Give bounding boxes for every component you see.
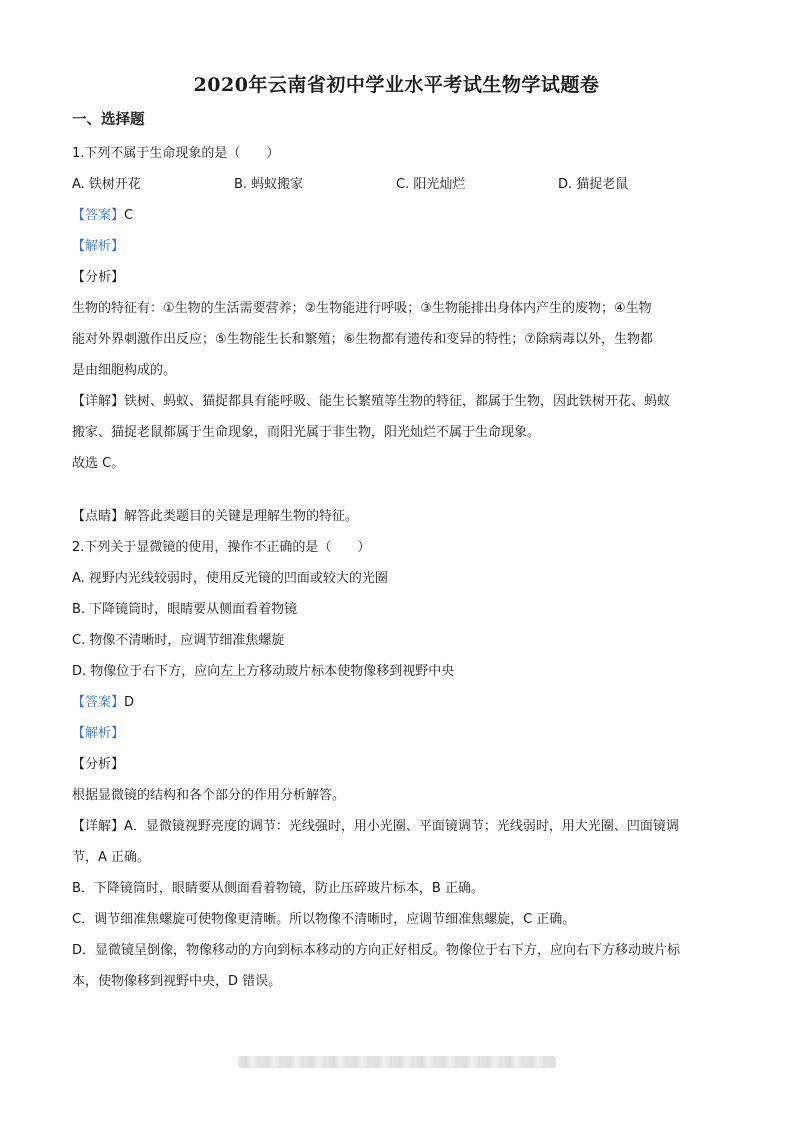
q1-detail-line-1: 【详解】铁树、蚂蚁、猫捉都具有能呼吸、能生长繁殖等生物的特征，都属于生物，因此铁树开花、蚂蚁: [72, 394, 671, 409]
q1-option-b: B. 蚂蚁搬家: [234, 177, 304, 192]
q1-fenxi-label: 【分析】: [72, 270, 125, 285]
q1-analysis-line-2: 能对外界刺激作出反应；⑤生物能生长和繁殖；⑥生物都有遗传和变异的特性；⑦除病毒以外，生物都: [72, 332, 653, 347]
q1-option-a: A. 铁树开花: [72, 177, 141, 192]
q1-analysis-line-3: 是由细胞构成的。: [72, 363, 177, 378]
q2-detail-b: B．下降镜筒时，眼睛要从侧面看着物镜，防止压碎玻片标本，B 正确。: [72, 881, 484, 896]
q1-answer: [72, 200, 722, 231]
blank-gap: [72, 479, 722, 501]
q2-option-b: B. 下降镜筒时，眼睛要从侧面看着物镜: [72, 602, 298, 617]
q1-option-c: C. 阳光灿烂: [396, 177, 466, 192]
q1-detail-line-2: 搬家、猫捉老鼠都属于生命现象，而阳光属于非生物，阳光灿烂不属于生命现象。: [72, 425, 541, 440]
q2-detail-a-line-1: 【详解】A．显微镜视野亮度的调节：光线强时，用小光圈、平面镜调节；光线弱时，用大光圈、凹面镜调: [72, 819, 679, 834]
q1-analysis-line-1: 生物的特征有：①生物的生活需要营养；②生物能进行呼吸；③生物能排出身体内产生的废物；④生物: [72, 301, 652, 316]
q2-stem: 2.下列关于显微镜的使用，操作不正确的是（ ）: [72, 540, 371, 555]
q1-jiexi-label: 【解析】: [72, 239, 125, 254]
q2-fenxi-label: 【分析】: [72, 757, 125, 772]
q2-answer-value: D: [124, 695, 135, 710]
q2-answer: [72, 687, 722, 718]
q1-tip: 【点睛】解答此类题目的关键是理解生物的特征。: [72, 509, 359, 524]
document-title: 2020年云南省初中学业水平考试生物学试题卷: [193, 74, 600, 96]
q2-option-a: A. 视野内光线较弱时，使用反光镜的凹面或较大的光圈: [72, 571, 388, 586]
blurred-footer-watermark: [238, 1056, 556, 1068]
section-heading: 一、选择题: [72, 112, 145, 128]
q2-detail-d-line-1: D．显微镜呈倒像，物像移动的方向到标本移动的方向正好相反。物像位于右下方，应向右下方移动玻片标: [72, 943, 681, 958]
q1-stem: 1.下列不属于生命现象的是（ ）: [72, 146, 280, 161]
q2-answer-label: 【答案】: [72, 695, 125, 710]
q2-detail-d-line-2: 本，使物像移到视野中央，D 错误。: [72, 974, 282, 989]
q2-jiexi-label: 【解析】: [72, 726, 125, 741]
q1-options: [72, 169, 722, 200]
q1-option-d: D. 猫捉老鼠: [558, 177, 629, 192]
q2-option-c: C. 物像不清晰时，应调节细准焦螺旋: [72, 633, 285, 648]
document-body: [72, 138, 722, 997]
q1-answer-value: C: [124, 208, 134, 223]
q2-detail-c: C．调节细准焦螺旋可使物像更清晰。所以物像不清晰时，应调节细准焦螺旋，C 正确。: [72, 912, 576, 927]
q2-analysis: 根据显微镜的结构和各个部分的作用分析解答。: [72, 788, 346, 803]
q1-conclusion: 故选 C。: [72, 456, 125, 471]
q2-detail-a-line-2: 节，A 正确。: [72, 850, 151, 865]
q2-option-d: D. 物像位于右下方，应向左上方移动玻片标本使物像移到视野中央: [72, 664, 455, 679]
q1-answer-label: 【答案】: [72, 208, 125, 223]
